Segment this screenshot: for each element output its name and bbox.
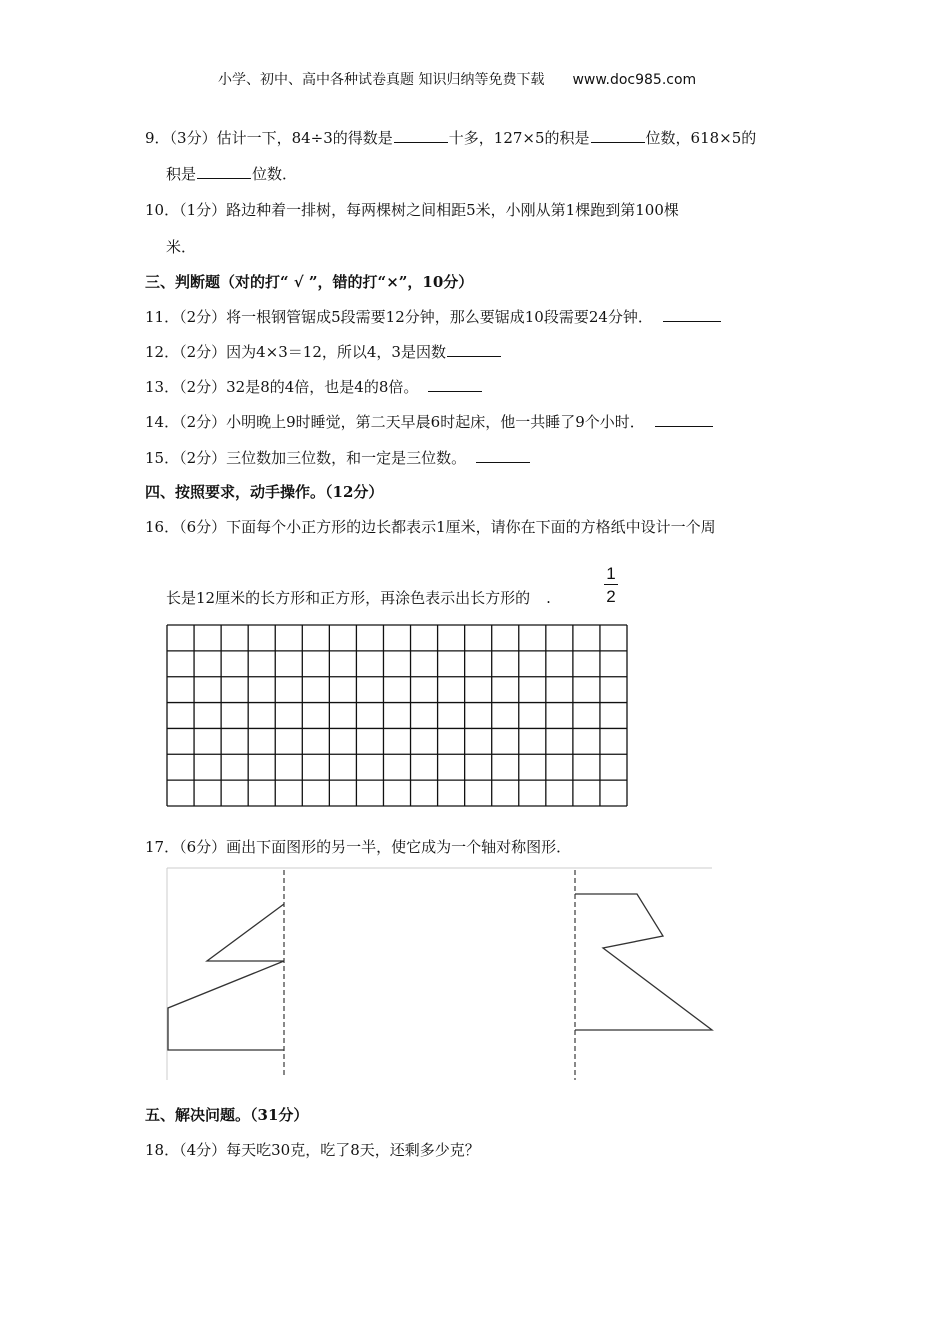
header-text: 小学、初中、高中各种试卷真题 知识归纳等免费下载 — [218, 72, 545, 88]
q-text: 12．（2分）因为4×3＝12，所以4，3是因数 — [145, 343, 446, 361]
q-text: 13．（2分）32是8的4倍，也是4的8倍。 — [145, 378, 419, 396]
q-text: （1分）路边种着一排树，每两棵树之间相距5米，小刚从第1棵跑到第100棵 — [179, 201, 679, 219]
question-18: 18．（4分）每天吃30克，吃了8天，还剩多少克？ — [145, 1141, 480, 1159]
question-10-cont: 米． — [166, 238, 197, 256]
q-num: 9． — [145, 129, 170, 147]
q-text: 长是12厘米的长方形和正方形，再涂色表示出长方形的 — [166, 589, 531, 607]
header-site: www.doc985.com — [572, 72, 697, 88]
q-text: 十多，127×5的积是 — [448, 129, 590, 147]
q-num: 10． — [145, 201, 180, 219]
q-text: 14．（2分）小明晚上9时睡觉，第二天早晨6时起床，他一共睡了9个小时． — [145, 413, 645, 431]
symmetry-figures — [167, 868, 712, 1080]
section-5-title: 五、解决问题。（31分） — [145, 1106, 309, 1124]
q-text: 位数，618×5的 — [645, 129, 757, 147]
q-text: . — [546, 589, 551, 607]
q-text: 15．（2分）三位数加三位数，和一定是三位数。 — [145, 449, 467, 467]
half-shape-left — [168, 904, 284, 1050]
q-text: 11．（2分）将一根钢管锯成5段需要12分钟，那么要锯成10段需要24分钟． — [145, 308, 653, 326]
question-16: 16．（6分）下面每个小正方形的边长都表示1厘米，请你在下面的方格纸中设计一个周 — [145, 518, 716, 536]
q-text: 积是 — [166, 165, 197, 183]
q-text: （3分）估计一下，84÷3的得数是 — [169, 129, 393, 147]
half-shape-right — [575, 894, 712, 1030]
square-grid[interactable] — [167, 625, 627, 806]
q-text: 位数． — [252, 165, 298, 183]
section-3-title: 三、判断题（对的打“ √ ”，错的打“×”，10分） — [145, 273, 474, 291]
fraction-numerator: 1 — [604, 564, 618, 585]
fraction-denominator: 2 — [606, 587, 616, 606]
question-17: 17．（6分）画出下面图形的另一半，使它成为一个轴对称图形． — [145, 838, 572, 856]
section-4-title: 四、按照要求，动手操作。（12分） — [145, 483, 384, 501]
